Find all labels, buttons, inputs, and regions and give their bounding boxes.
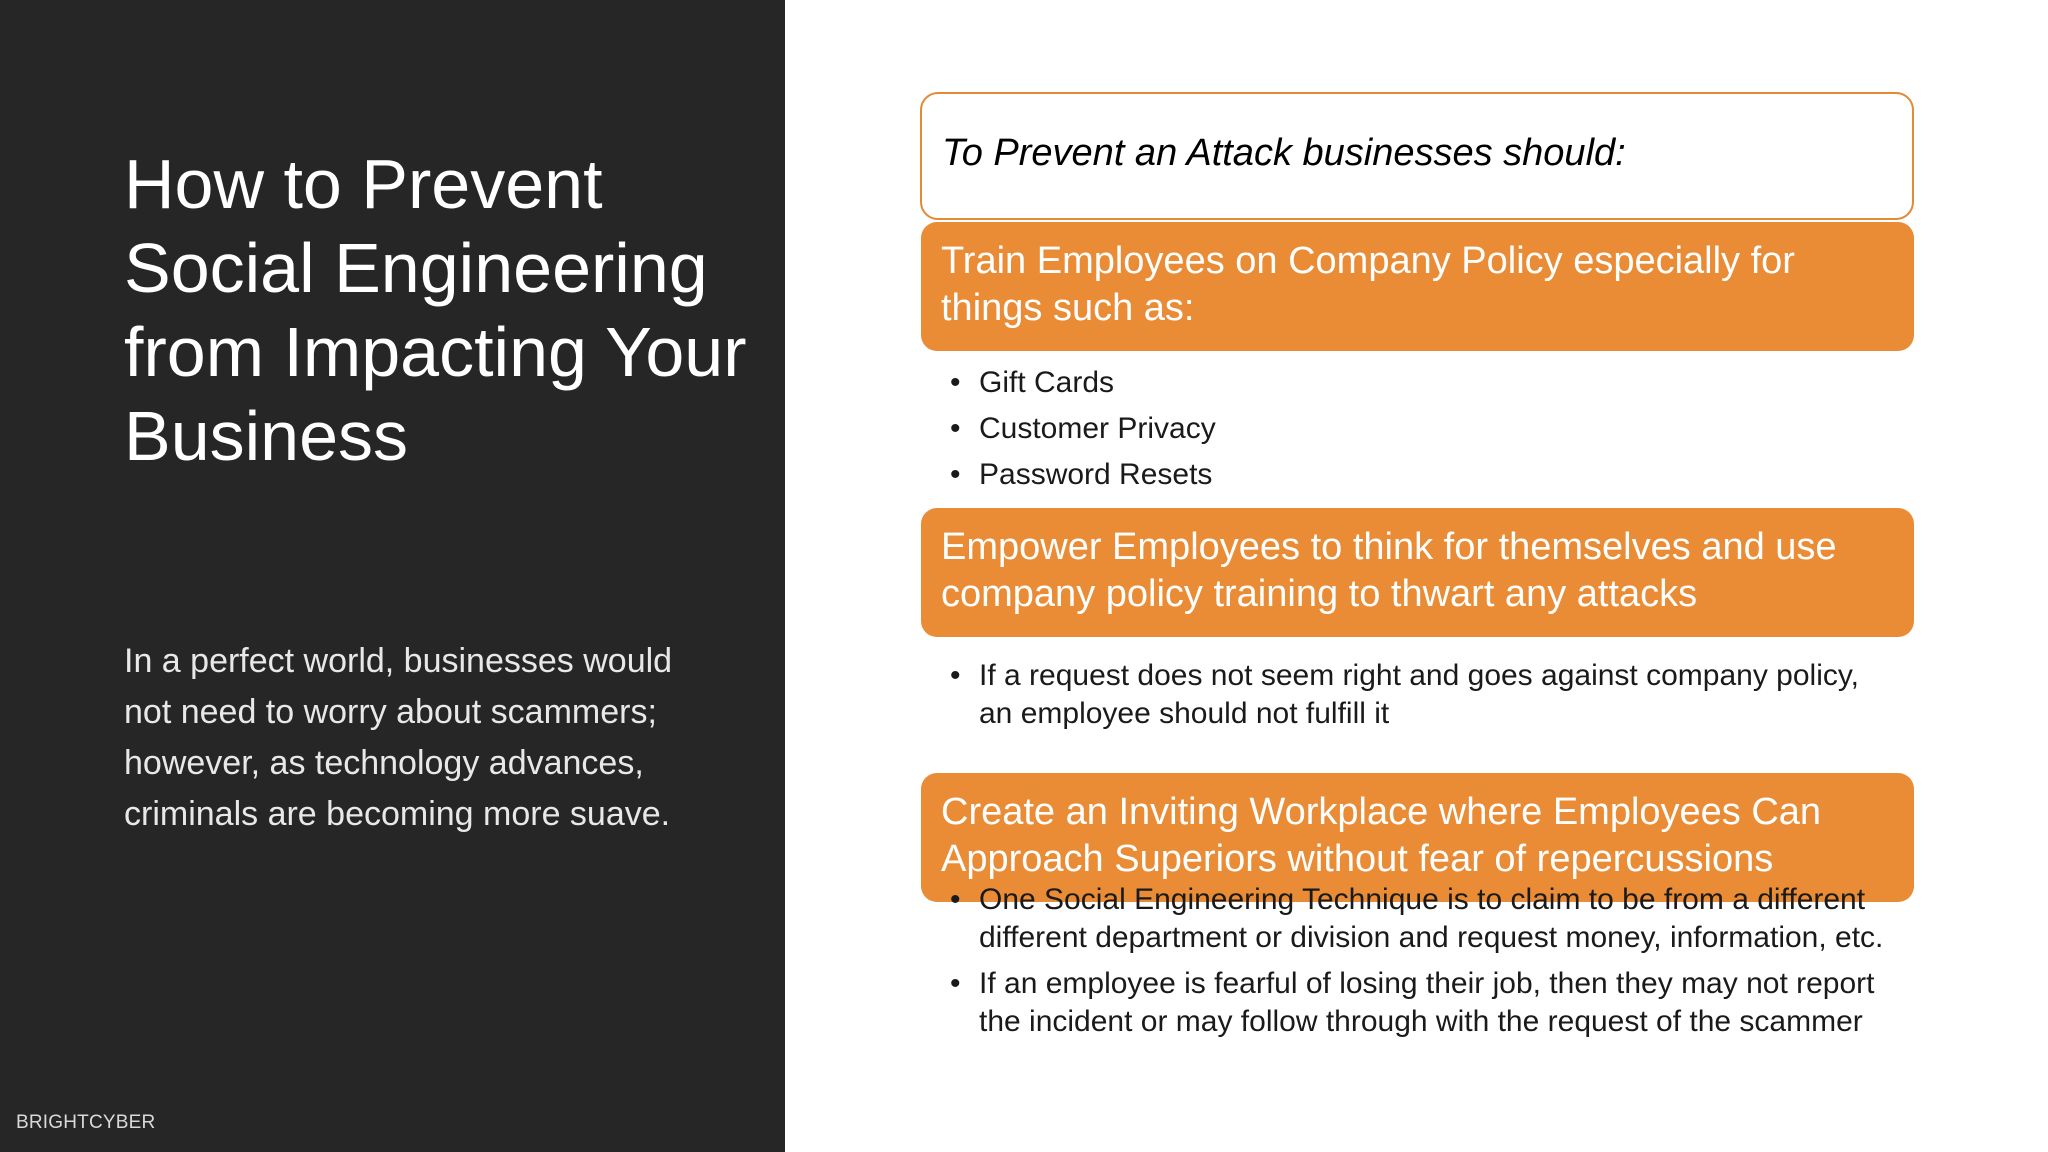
bullet-icon: •	[950, 412, 961, 445]
bullet-icon: •	[950, 366, 961, 399]
section-1-heading-box	[921, 222, 1914, 351]
section-2-heading-box	[921, 508, 1914, 637]
list-item: • If an employee is fearful of losing their job, then they may not report the incident or may follow through with the request of the scammer	[950, 967, 1875, 1038]
list-item: • One Social Engineering Technique is to claim to be from a different different department or division and request money, information, etc.	[950, 883, 1884, 954]
bullet-icon: •	[950, 458, 961, 491]
list-item: • Gift Cards	[950, 360, 1890, 406]
slide-title: How to Prevent Social Engineering from Impacting Your Business	[124, 145, 747, 475]
bullet-icon: •	[950, 883, 961, 916]
header-box	[920, 92, 1914, 220]
section-2-bullets	[950, 657, 1890, 733]
section-1-bullets	[950, 360, 1890, 498]
section-1-heading: Train Employees on Company Policy especially for things such as:	[941, 240, 1795, 329]
list-item: • Password Resets	[950, 452, 1890, 498]
header-text: To Prevent an Attack businesses should:	[942, 132, 1626, 174]
section-3-bullets	[950, 881, 1890, 1049]
list-item: • If a request does not seem right and goes against company policy, an employee should not fulfill it	[950, 659, 1859, 730]
list-item: • Customer Privacy	[950, 406, 1890, 452]
brand-label: BRIGHTCYBER	[16, 1112, 156, 1133]
bullet-icon: •	[950, 967, 961, 1000]
intro-paragraph: In a perfect world, businesses would not need to worry about scammers; however, as technology advances, criminals are becoming more suave.	[124, 642, 673, 833]
section-2-heading: Empower Employees to think for themselves and use company policy training to thwart any attacks	[941, 526, 1837, 615]
left-panel	[0, 0, 785, 1152]
bullet-icon: •	[950, 659, 961, 692]
section-3-heading: Create an Inviting Workplace where Employees Can Approach Superiors without fear of repercussions	[941, 791, 1822, 880]
